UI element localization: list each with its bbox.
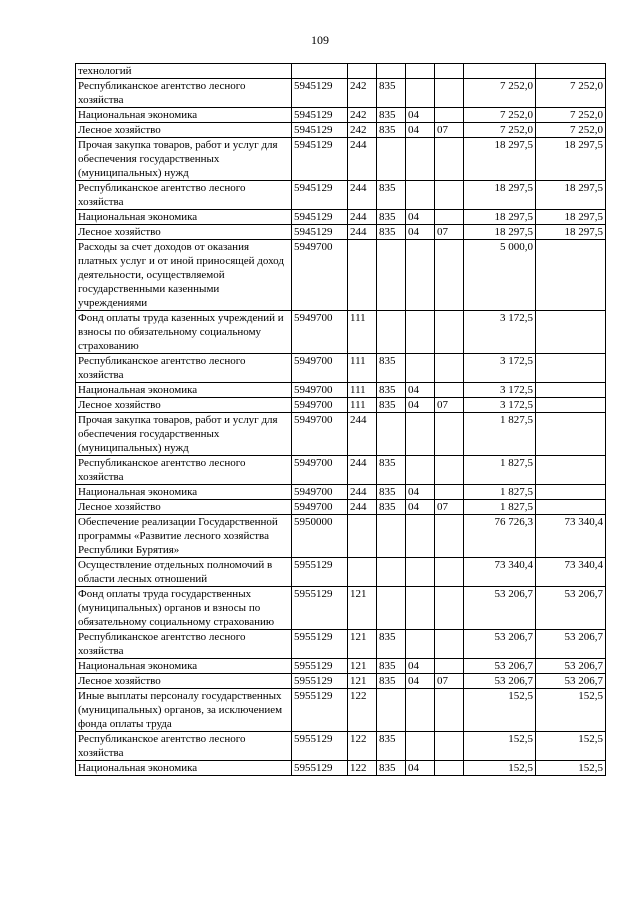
expense-type-cell: 122 [348, 732, 377, 761]
subsection-cell: 07 [435, 398, 464, 413]
amount-year1-cell: 3 172,5 [464, 354, 536, 383]
amount-year2-cell: 53 206,7 [536, 630, 606, 659]
section-cell [406, 630, 435, 659]
table-row [76, 210, 606, 225]
expense-type-cell: 244 [348, 485, 377, 500]
row-name-cell: Прочая закупка товаров, работ и услуг для обеспечения государственных (муниципальных) нужд [76, 138, 292, 181]
section-cell: 04 [406, 123, 435, 138]
administrator-code-cell [377, 587, 406, 630]
table-row [76, 383, 606, 398]
subsection-cell [435, 311, 464, 354]
section-cell: 04 [406, 210, 435, 225]
administrator-code-cell: 835 [377, 181, 406, 210]
table-row [76, 674, 606, 689]
row-name-cell: Национальная экономика [76, 210, 292, 225]
row-name-cell: Лесное хозяйство [76, 674, 292, 689]
administrator-code-cell: 835 [377, 485, 406, 500]
expense-type-cell [348, 240, 377, 311]
amount-year1-cell: 7 252,0 [464, 123, 536, 138]
amount-year1-cell: 152,5 [464, 689, 536, 732]
row-name-cell: Расходы за счет доходов от оказания платных услуг и от иной приносящей доход деятельности, осуществляемой государственными казенными учреждениями [76, 240, 292, 311]
amount-year2-cell [536, 485, 606, 500]
row-name-cell: Иные выплаты персоналу государственных (муниципальных) органов, за исключением фонда оплаты труда [76, 689, 292, 732]
target-article-cell: 5955129 [292, 630, 348, 659]
subsection-cell [435, 79, 464, 108]
expense-type-cell: 244 [348, 456, 377, 485]
amount-year1-cell: 3 172,5 [464, 398, 536, 413]
amount-year1-cell: 7 252,0 [464, 108, 536, 123]
administrator-code-cell: 835 [377, 79, 406, 108]
expense-type-cell: 244 [348, 210, 377, 225]
expense-type-cell: 121 [348, 630, 377, 659]
amount-year2-cell [536, 500, 606, 515]
section-cell [406, 311, 435, 354]
expense-type-cell [348, 64, 377, 79]
target-article-cell: 5955129 [292, 558, 348, 587]
amount-year1-cell: 53 206,7 [464, 674, 536, 689]
amount-year2-cell: 152,5 [536, 732, 606, 761]
expense-type-cell: 242 [348, 108, 377, 123]
section-cell: 04 [406, 108, 435, 123]
row-name-cell: Республиканское агентство лесного хозяйства [76, 732, 292, 761]
target-article-cell: 5949700 [292, 500, 348, 515]
section-cell [406, 558, 435, 587]
administrator-code-cell: 835 [377, 659, 406, 674]
administrator-code-cell [377, 240, 406, 311]
expense-type-cell: 244 [348, 413, 377, 456]
table-row [76, 413, 606, 456]
amount-year1-cell: 152,5 [464, 761, 536, 776]
administrator-code-cell: 835 [377, 354, 406, 383]
page-number: 109 [311, 33, 329, 47]
amount-year1-cell: 3 172,5 [464, 311, 536, 354]
row-name-cell: Республиканское агентство лесного хозяйства [76, 456, 292, 485]
expense-type-cell [348, 515, 377, 558]
section-cell [406, 181, 435, 210]
subsection-cell [435, 689, 464, 732]
target-article-cell: 5955129 [292, 587, 348, 630]
amount-year2-cell [536, 413, 606, 456]
subsection-cell [435, 181, 464, 210]
row-name-cell: Осуществление отдельных полномочий в области лесных отношений [76, 558, 292, 587]
section-cell [406, 587, 435, 630]
table-row [76, 225, 606, 240]
expense-type-cell: 121 [348, 659, 377, 674]
amount-year2-cell: 7 252,0 [536, 79, 606, 108]
target-article-cell: 5950000 [292, 515, 348, 558]
administrator-code-cell: 835 [377, 108, 406, 123]
table-body [76, 64, 606, 776]
amount-year2-cell [536, 398, 606, 413]
administrator-code-cell: 835 [377, 123, 406, 138]
amount-year1-cell: 73 340,4 [464, 558, 536, 587]
table-row [76, 689, 606, 732]
row-name-cell: Лесное хозяйство [76, 398, 292, 413]
section-cell [406, 413, 435, 456]
amount-year2-cell: 18 297,5 [536, 210, 606, 225]
target-article-cell: 5945129 [292, 225, 348, 240]
subsection-cell: 07 [435, 500, 464, 515]
amount-year1-cell: 18 297,5 [464, 210, 536, 225]
amount-year2-cell [536, 64, 606, 79]
subsection-cell [435, 240, 464, 311]
section-cell [406, 79, 435, 108]
target-article-cell: 5945129 [292, 108, 348, 123]
row-name-cell: Республиканское агентство лесного хозяйства [76, 630, 292, 659]
subsection-cell [435, 210, 464, 225]
amount-year1-cell: 53 206,7 [464, 630, 536, 659]
administrator-code-cell [377, 138, 406, 181]
expense-type-cell: 122 [348, 689, 377, 732]
table-row [76, 515, 606, 558]
amount-year2-cell [536, 311, 606, 354]
section-cell [406, 456, 435, 485]
administrator-code-cell [377, 515, 406, 558]
expense-type-cell: 242 [348, 79, 377, 108]
amount-year1-cell: 76 726,3 [464, 515, 536, 558]
target-article-cell: 5955129 [292, 732, 348, 761]
section-cell [406, 732, 435, 761]
expense-type-cell: 111 [348, 398, 377, 413]
section-cell: 04 [406, 225, 435, 240]
target-article-cell [292, 64, 348, 79]
target-article-cell: 5949700 [292, 413, 348, 456]
section-cell: 04 [406, 659, 435, 674]
administrator-code-cell: 835 [377, 630, 406, 659]
table-row [76, 79, 606, 108]
amount-year2-cell: 7 252,0 [536, 108, 606, 123]
row-name-cell: Прочая закупка товаров, работ и услуг для обеспечения государственных (муниципальных) нужд [76, 413, 292, 456]
administrator-code-cell [377, 311, 406, 354]
amount-year1-cell: 7 252,0 [464, 79, 536, 108]
administrator-code-cell: 835 [377, 210, 406, 225]
subsection-cell [435, 732, 464, 761]
table-row [76, 456, 606, 485]
amount-year2-cell: 18 297,5 [536, 181, 606, 210]
target-article-cell: 5955129 [292, 689, 348, 732]
expense-type-cell: 122 [348, 761, 377, 776]
table-row [76, 732, 606, 761]
target-article-cell: 5955129 [292, 659, 348, 674]
amount-year1-cell: 18 297,5 [464, 225, 536, 240]
table-row [76, 587, 606, 630]
amount-year2-cell: 53 206,7 [536, 674, 606, 689]
expense-type-cell [348, 558, 377, 587]
subsection-cell [435, 413, 464, 456]
amount-year1-cell: 53 206,7 [464, 659, 536, 674]
row-name-cell: технологий [76, 64, 292, 79]
target-article-cell: 5945129 [292, 210, 348, 225]
expense-type-cell: 121 [348, 674, 377, 689]
subsection-cell [435, 138, 464, 181]
administrator-code-cell: 835 [377, 500, 406, 515]
target-article-cell: 5945129 [292, 181, 348, 210]
amount-year2-cell: 73 340,4 [536, 515, 606, 558]
section-cell [406, 354, 435, 383]
expense-type-cell: 111 [348, 383, 377, 398]
table-row [76, 500, 606, 515]
subsection-cell [435, 354, 464, 383]
amount-year2-cell: 53 206,7 [536, 659, 606, 674]
row-name-cell: Национальная экономика [76, 485, 292, 500]
administrator-code-cell: 835 [377, 398, 406, 413]
row-name-cell: Национальная экономика [76, 659, 292, 674]
subsection-cell: 07 [435, 225, 464, 240]
amount-year1-cell: 53 206,7 [464, 587, 536, 630]
target-article-cell: 5945129 [292, 123, 348, 138]
subsection-cell: 07 [435, 674, 464, 689]
row-name-cell: Обеспечение реализации Государственной программы «Развитие лесного хозяйства Республики Бурятия» [76, 515, 292, 558]
expense-type-cell: 121 [348, 587, 377, 630]
administrator-code-cell: 835 [377, 383, 406, 398]
table-row [76, 123, 606, 138]
table-row [76, 761, 606, 776]
section-cell: 04 [406, 383, 435, 398]
table-row [76, 311, 606, 354]
subsection-cell [435, 485, 464, 500]
row-name-cell: Лесное хозяйство [76, 123, 292, 138]
section-cell [406, 138, 435, 181]
subsection-cell [435, 659, 464, 674]
target-article-cell: 5949700 [292, 485, 348, 500]
section-cell: 04 [406, 761, 435, 776]
amount-year2-cell: 7 252,0 [536, 123, 606, 138]
target-article-cell: 5955129 [292, 674, 348, 689]
row-name-cell: Национальная экономика [76, 383, 292, 398]
row-name-cell: Лесное хозяйство [76, 225, 292, 240]
subsection-cell [435, 515, 464, 558]
administrator-code-cell [377, 413, 406, 456]
section-cell: 04 [406, 500, 435, 515]
table-row [76, 485, 606, 500]
row-name-cell: Национальная экономика [76, 108, 292, 123]
amount-year1-cell: 3 172,5 [464, 383, 536, 398]
section-cell [406, 64, 435, 79]
row-name-cell: Республиканское агентство лесного хозяйства [76, 181, 292, 210]
amount-year1-cell: 1 827,5 [464, 485, 536, 500]
amount-year2-cell: 152,5 [536, 689, 606, 732]
amount-year2-cell [536, 456, 606, 485]
row-name-cell: Лесное хозяйство [76, 500, 292, 515]
budget-table [75, 63, 606, 776]
administrator-code-cell: 835 [377, 732, 406, 761]
amount-year2-cell [536, 240, 606, 311]
target-article-cell: 5955129 [292, 761, 348, 776]
administrator-code-cell: 835 [377, 456, 406, 485]
subsection-cell [435, 64, 464, 79]
subsection-cell [435, 108, 464, 123]
table-row [76, 181, 606, 210]
administrator-code-cell: 835 [377, 225, 406, 240]
amount-year1-cell: 152,5 [464, 732, 536, 761]
row-name-cell: Фонд оплаты труда государственных (муниципальных) органов и взносы по обязательному социальному страхованию [76, 587, 292, 630]
expense-type-cell: 111 [348, 311, 377, 354]
subsection-cell [435, 761, 464, 776]
expense-type-cell: 244 [348, 500, 377, 515]
section-cell [406, 689, 435, 732]
subsection-cell [435, 456, 464, 485]
target-article-cell: 5949700 [292, 354, 348, 383]
target-article-cell: 5949700 [292, 383, 348, 398]
row-name-cell: Республиканское агентство лесного хозяйства [76, 79, 292, 108]
table-row [76, 138, 606, 181]
expense-type-cell: 242 [348, 123, 377, 138]
target-article-cell: 5949700 [292, 456, 348, 485]
section-cell: 04 [406, 674, 435, 689]
amount-year1-cell: 18 297,5 [464, 138, 536, 181]
target-article-cell: 5949700 [292, 311, 348, 354]
amount-year2-cell: 53 206,7 [536, 587, 606, 630]
table-row [76, 108, 606, 123]
administrator-code-cell [377, 558, 406, 587]
target-article-cell: 5945129 [292, 138, 348, 181]
section-cell: 04 [406, 398, 435, 413]
amount-year2-cell: 18 297,5 [536, 225, 606, 240]
subsection-cell [435, 587, 464, 630]
section-cell [406, 515, 435, 558]
subsection-cell: 07 [435, 123, 464, 138]
amount-year1-cell: 5 000,0 [464, 240, 536, 311]
amount-year2-cell: 18 297,5 [536, 138, 606, 181]
expense-type-cell: 244 [348, 138, 377, 181]
table-row [76, 64, 606, 79]
expense-type-cell: 111 [348, 354, 377, 383]
amount-year2-cell: 73 340,4 [536, 558, 606, 587]
amount-year2-cell [536, 383, 606, 398]
row-name-cell: Национальная экономика [76, 761, 292, 776]
amount-year1-cell: 1 827,5 [464, 500, 536, 515]
row-name-cell: Фонд оплаты труда казенных учреждений и взносы по обязательному социальному страхованию [76, 311, 292, 354]
administrator-code-cell [377, 64, 406, 79]
table-row [76, 398, 606, 413]
target-article-cell: 5949700 [292, 398, 348, 413]
amount-year2-cell [536, 354, 606, 383]
row-name-cell: Республиканское агентство лесного хозяйства [76, 354, 292, 383]
administrator-code-cell: 835 [377, 761, 406, 776]
table-row [76, 558, 606, 587]
expense-type-cell: 244 [348, 225, 377, 240]
table-row [76, 630, 606, 659]
table-row [76, 354, 606, 383]
amount-year1-cell: 18 297,5 [464, 181, 536, 210]
section-cell: 04 [406, 485, 435, 500]
table-row [76, 240, 606, 311]
target-article-cell: 5949700 [292, 240, 348, 311]
administrator-code-cell: 835 [377, 674, 406, 689]
table-row [76, 659, 606, 674]
amount-year1-cell: 1 827,5 [464, 413, 536, 456]
subsection-cell [435, 558, 464, 587]
subsection-cell [435, 630, 464, 659]
amount-year1-cell [464, 64, 536, 79]
amount-year1-cell: 1 827,5 [464, 456, 536, 485]
administrator-code-cell [377, 689, 406, 732]
expense-type-cell: 244 [348, 181, 377, 210]
section-cell [406, 240, 435, 311]
subsection-cell [435, 383, 464, 398]
amount-year2-cell: 152,5 [536, 761, 606, 776]
target-article-cell: 5945129 [292, 79, 348, 108]
